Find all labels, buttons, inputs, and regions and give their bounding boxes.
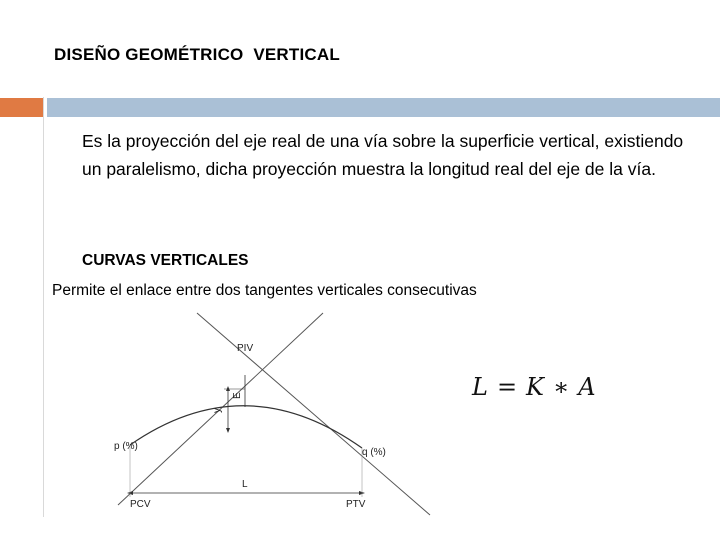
y-arrowhead-top (226, 386, 230, 391)
slide-title: DISEÑO GEOMÉTRICO VERTICAL (54, 45, 340, 64)
formula-k: K (526, 373, 545, 401)
label-q-grade: q (%) (362, 447, 386, 458)
label-ptv: PTV (346, 499, 366, 510)
formula-times: ∗ (552, 373, 571, 401)
formula-a: A (578, 373, 597, 401)
label-pcv: PCV (130, 499, 151, 510)
label-l: L (242, 479, 248, 490)
formula-equals: = (496, 373, 519, 401)
accent-bar-orange (0, 98, 43, 117)
vertical-curve-diagram (100, 305, 440, 520)
vertical-curve (130, 406, 362, 448)
formula-l: L (472, 373, 489, 401)
label-e: E (232, 392, 243, 399)
label-p-grade: p (%) (114, 441, 138, 452)
definition-paragraph: Es la proyección del eje real de una vía sobre la superficie vertical, existiendo un paralelismo, dicha proyección muestra la longitud real del eje de la vía. (82, 131, 684, 179)
label-piv: PIV (237, 343, 254, 354)
section-description: Permite el enlace entre dos tangentes verticales consecutivas (52, 282, 477, 299)
y-arrowhead-bottom (226, 428, 230, 433)
curve-length-formula (472, 373, 597, 401)
accent-divider (43, 97, 44, 517)
section-subtitle: CURVAS VERTICALES (82, 252, 249, 269)
accent-bar-blue (47, 98, 720, 117)
tangent-left (197, 313, 430, 515)
label-y: y (212, 408, 223, 413)
